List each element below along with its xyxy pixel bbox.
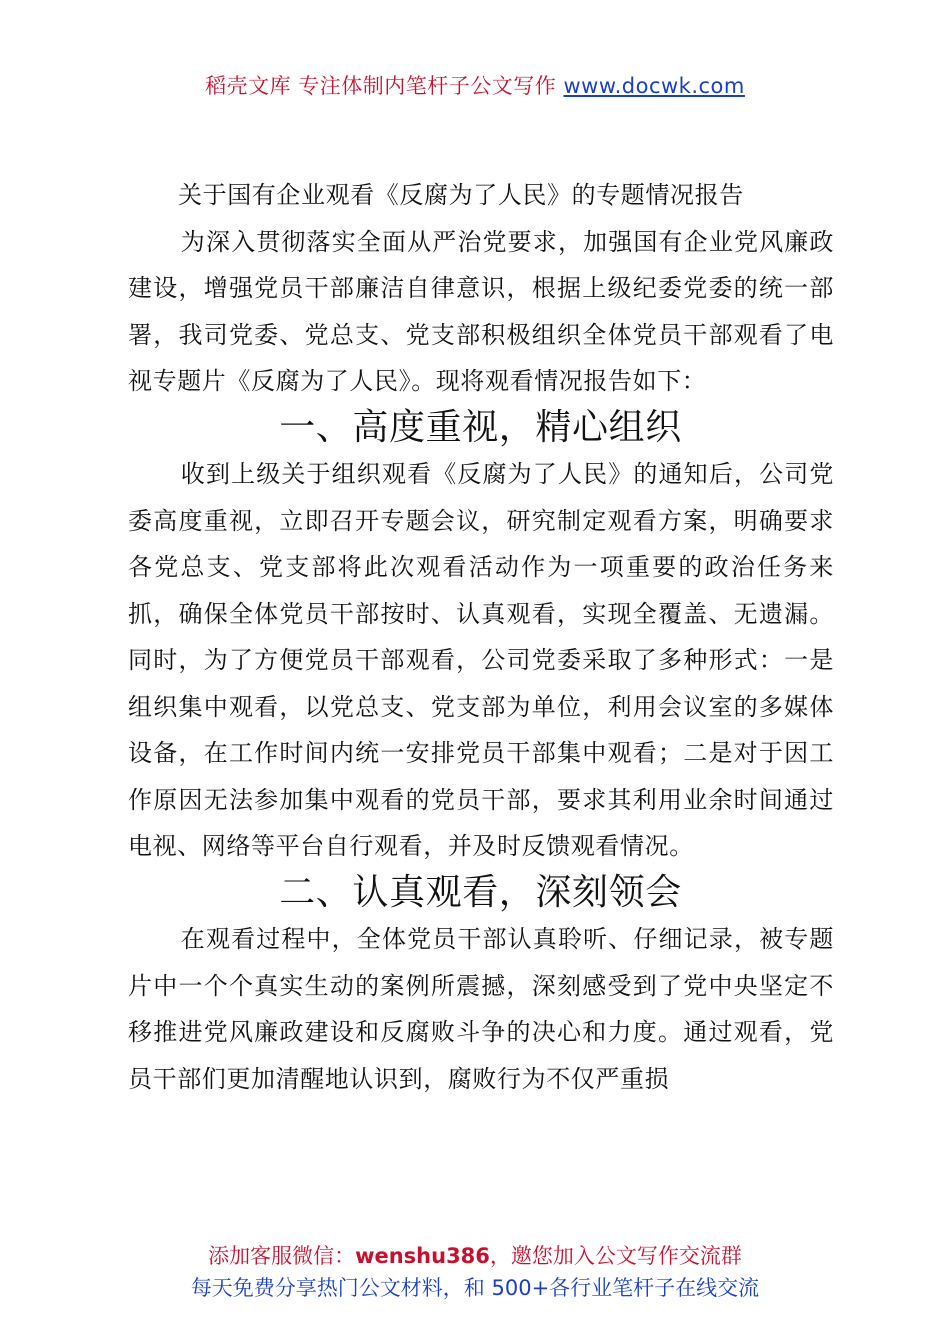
footer-wechat-suffix: ，邀您加入公文写作交流群 bbox=[489, 1244, 742, 1268]
section-2-paragraph: 在观看过程中，全体党员干部认真聆听、仔细记录，被专题片中一个个真实生动的案例所震撼，深刻感受到了党中央坚定不移推进党风廉政建设和反腐败斗争的决心和力度。通过观看，党员干部们更加清醒地认识到，腐败行为不仅严重损 bbox=[128, 925, 834, 1093]
section-heading-2: 二、认真观看，深刻领会 bbox=[279, 871, 682, 913]
header-slogan: 稻壳文库 专注体制内笔杆子公文写作 bbox=[205, 74, 557, 98]
footer-wechat-id: wenshu386 bbox=[355, 1244, 490, 1268]
footer-wechat-line bbox=[0, 1240, 950, 1272]
header-website-link[interactable]: www.docwk.com bbox=[563, 74, 745, 98]
document-title: 关于国有企业观看《反腐为了人民》的专题情况报告 bbox=[178, 181, 744, 209]
page-footer bbox=[0, 1240, 950, 1304]
footer-wechat-prefix: 添加客服微信： bbox=[208, 1244, 356, 1268]
section-heading-1: 一、高度重视，精心组织 bbox=[279, 406, 682, 448]
section-1-paragraph: 收到上级关于组织观看《反腐为了人民》的通知后，公司党委高度重视，立即召开专题会议，研究制定观看方案，明确要求各党总支、党支部将此次观看活动作为一项重要的政治任务来抓，确保全体党员干部按时、认真观看，实现全覆盖、无遗漏。同时，为了方便党员干部观看，公司党委采取了多种形式：一是组织集中观看，以党总支、党支部为单位，利用会议室的多媒体设备，在工作时间内统一安排党员干部集中观看；二是对于因工作原因无法参加集中观看的党员干部，要求其利用业余时间通过电视、网络等平台自行观看，并及时反馈观看情况。 bbox=[128, 460, 834, 860]
document-body bbox=[128, 172, 834, 1102]
footer-share-line: 每天免费分享热门公文材料，和 500+各行业笔杆子在线交流 bbox=[190, 1276, 760, 1300]
intro-paragraph: 为深入贯彻落实全面从严治党要求，加强国有企业党风廉政建设，增强党员干部廉洁自律意识，根据上级纪委党委的统一部署，我司党委、党总支、党支部积极组织全体党员干部观看了电视专题片《反腐为了人民》。现将观看情况报告如下： bbox=[128, 227, 834, 395]
page-header bbox=[0, 70, 950, 100]
